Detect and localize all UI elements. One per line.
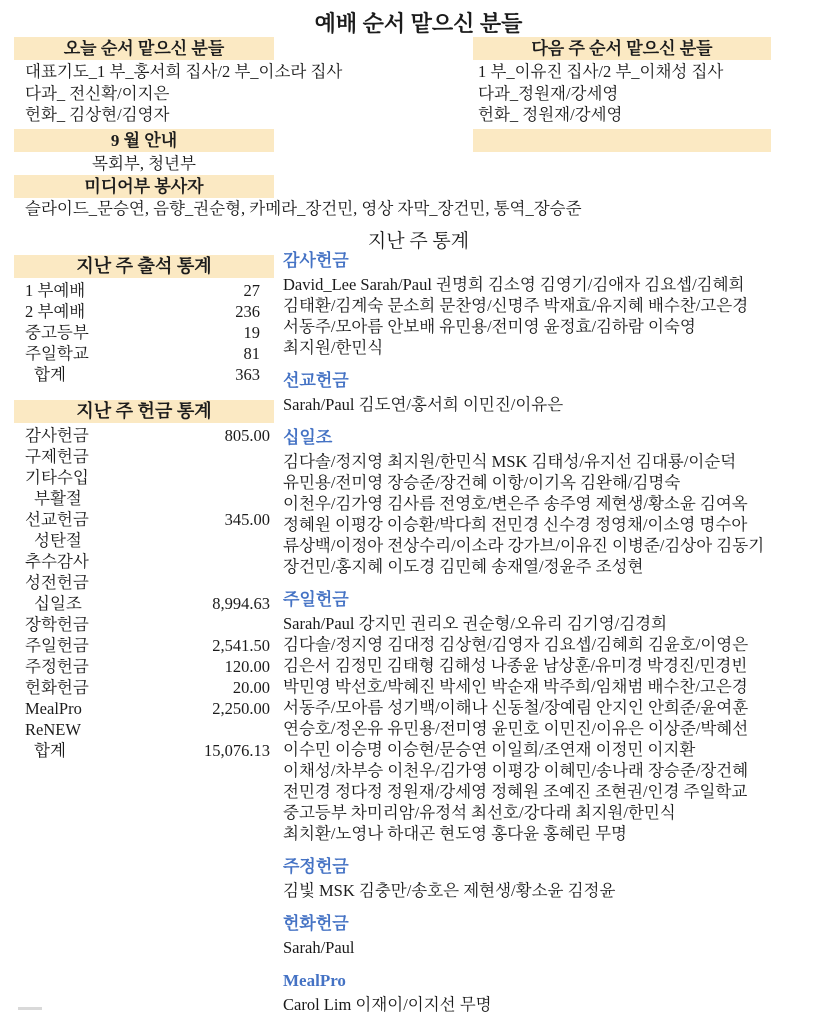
offering-row <box>14 677 274 698</box>
names-line: David_Lee Sarah/Paul 권명희 김소영 김영기/김애자 김요셉/김혜희 <box>283 275 745 294</box>
names-line: 정혜원 이평강 이승환/박다희 전민경 신수경 정영채/이소영 명수아 <box>283 515 748 534</box>
names-line: Sarah/Paul <box>283 938 355 957</box>
section-header: 감사헌금 <box>283 251 349 270</box>
section-mission-offering <box>283 370 837 415</box>
offering-value: 2,250.00 <box>212 699 270 718</box>
next-week-servers-list <box>478 61 723 126</box>
offering-value: 345.00 <box>224 510 270 529</box>
offering-value <box>270 488 274 509</box>
empty-highlight-bar <box>473 129 771 152</box>
attendance-value: 81 <box>243 344 260 363</box>
section-sunday-offering <box>283 589 837 844</box>
attendance-value: 236 <box>235 302 260 321</box>
attendance-row <box>14 280 274 301</box>
offering-row <box>14 635 274 656</box>
names-line: 김다솔/정지영 최지원/한민식 MSK 김태성/유지선 김대룡/이순덕 <box>283 452 737 471</box>
offering-row <box>14 425 274 446</box>
offering-label: 성탄절 <box>34 531 82 550</box>
offering-value <box>270 530 274 551</box>
offering-label: MealPro <box>25 699 82 718</box>
today-line: 헌화_ 김상현/김영자 <box>25 105 170 124</box>
names-line: 장건민/홍지혜 이도경 김민혜 송재열/정윤주 조성현 <box>283 557 644 576</box>
offering-value <box>270 719 274 740</box>
offering-label: 주일헌금 <box>25 636 89 655</box>
names-line: 연승호/정온유 유민용/전미영 윤민호 이민진/이유은 이상준/박혜선 <box>283 719 749 738</box>
offering-label: 기타수입 <box>25 468 89 487</box>
today-servers-header: 오늘 순서 맡으신 분들 <box>14 37 274 60</box>
names-line: 서동주/모아름 안보배 유민용/전미영 윤정효/김하람 이숙영 <box>283 317 696 336</box>
offering-row <box>14 467 274 488</box>
attendance-row <box>14 301 274 322</box>
offering-stats-table <box>14 425 274 761</box>
attendance-label: 2 부예배 <box>25 302 86 321</box>
names-line: 전민경 정다정 정원재/강세영 정혜원 조예진 조현권/인경 주일학교 <box>283 782 748 801</box>
attendance-row <box>14 322 274 343</box>
today-servers-list <box>25 61 342 126</box>
names-line: 박민영 박선호/박혜진 박세인 박순재 박주희/임채범 배수찬/고은경 <box>283 677 748 696</box>
offering-row <box>14 488 274 509</box>
media-team-line: 슬라이드_문승연, 음향_권순형, 카메라_장건민, 영상 자막_장건민, 통역_장승준 <box>25 199 582 218</box>
offering-row <box>14 656 274 677</box>
offering-row <box>14 572 274 593</box>
attendance-label: 중고등부 <box>25 323 89 342</box>
attendance-label: 합계 <box>34 365 66 384</box>
section-tithe <box>283 427 837 577</box>
next-week-line: 헌화_ 정원재/강세영 <box>478 105 623 124</box>
offering-label: 추수감사 <box>25 552 89 571</box>
offering-value <box>270 551 274 572</box>
names-line: 김빛 MSK 김충만/송호은 제현생/황소윤 김정윤 <box>283 881 616 900</box>
today-line: 다과_ 전신확/이지은 <box>25 83 170 103</box>
names-line: 최지원/한민식 <box>283 338 384 357</box>
offering-label: 주정헌금 <box>25 657 89 676</box>
next-week-line: 1 부_이유진 집사/2 부_이채성 집사 <box>478 62 724 81</box>
today-line: 대표기도_1 부_홍서희 집사/2 부_이소라 집사 <box>25 62 343 81</box>
offering-row <box>14 509 274 530</box>
next-week-line: 다과_정원재/강세영 <box>478 83 619 103</box>
offering-value <box>270 446 274 467</box>
names-line: 중고등부 차미리암/유정석 최선호/강다래 최지원/한민식 <box>283 803 676 822</box>
section-thanksgiving-offering <box>283 250 837 358</box>
offering-value: 15,076.13 <box>204 741 270 760</box>
september-notice-header: 9 월 안내 <box>14 129 274 152</box>
attendance-label: 1 부예배 <box>25 281 86 300</box>
attendance-stats-header: 지난 주 출석 통계 <box>14 255 274 278</box>
offering-label: 감사헌금 <box>25 426 89 445</box>
section-mealpro <box>283 970 837 1015</box>
offering-label: 장학헌금 <box>25 615 89 634</box>
footer-mark <box>18 1007 42 1010</box>
offering-row <box>14 551 274 572</box>
offering-label: 부활절 <box>34 489 82 508</box>
offering-stats-header: 지난 주 헌금 통계 <box>14 400 274 423</box>
offering-sections <box>283 250 837 1024</box>
names-line: 이천우/김가영 김사름 전영호/변은주 송주영 제현생/황소윤 김여옥 <box>283 494 748 513</box>
names-line: 김태환/김계숙 문소희 문찬영/신명주 박재효/유지혜 배수찬/고은경 <box>283 296 749 315</box>
section-header: 주일헌금 <box>283 590 349 609</box>
page-title: 예배 순서 맡으신 분들 <box>314 11 523 36</box>
offering-value: 805.00 <box>224 426 270 445</box>
attendance-value: 363 <box>235 365 260 384</box>
attendance-value: 19 <box>243 323 260 342</box>
offering-row <box>14 719 274 740</box>
offering-value <box>270 614 274 635</box>
offering-value <box>270 572 274 593</box>
offering-row-total <box>14 740 274 761</box>
attendance-row <box>14 343 274 364</box>
offering-label: 구제헌금 <box>25 447 89 466</box>
names-line: Sarah/Paul 김도연/홍서희 이민진/이유은 <box>283 395 564 414</box>
media-team-header: 미디어부 봉사자 <box>14 175 274 198</box>
offering-value: 8,994.63 <box>212 594 270 613</box>
section-header: 십일조 <box>283 428 333 447</box>
next-week-servers-header: 다음 주 순서 맡으신 분들 <box>473 37 771 60</box>
attendance-row-total <box>14 364 274 385</box>
names-line: 최치환/노영나 하대곤 현도영 홍다윤 홍혜린 무명 <box>283 824 627 843</box>
last-week-stats-title: 지난 주 통계 <box>367 231 470 252</box>
section-header: MealPro <box>283 971 346 990</box>
names-line: Sarah/Paul 강지민 권리오 권순형/오유리 김기영/김경희 <box>283 614 668 633</box>
offering-row <box>14 530 274 551</box>
names-line: 류상백/이정아 전상수리/이소라 강가브/이유진 이병준/김상아 김동기 <box>283 536 765 555</box>
offering-label: 선교헌금 <box>25 510 89 529</box>
offering-label: 헌화헌금 <box>25 678 89 697</box>
section-header: 주정헌금 <box>283 857 349 876</box>
offering-row <box>14 698 274 719</box>
attendance-stats-table <box>14 280 274 385</box>
offering-label: 십일조 <box>34 594 82 613</box>
section-header: 헌화헌금 <box>283 914 349 933</box>
offering-value: 2,541.50 <box>212 636 270 655</box>
offering-value: 120.00 <box>224 657 270 676</box>
offering-row <box>14 593 274 614</box>
offering-label: ReNEW <box>25 720 81 739</box>
names-line: Carol Lim 이재이/이지선 무명 <box>283 995 492 1014</box>
names-line: 이수민 이승명 이승현/문승연 이일희/조연재 이정민 이지환 <box>283 740 696 759</box>
offering-value <box>270 467 274 488</box>
offering-label: 합계 <box>34 741 66 760</box>
offering-label: 성전헌금 <box>25 573 89 592</box>
september-notice-line: 목회부, 청년부 <box>92 154 196 173</box>
attendance-label: 주일학교 <box>25 344 89 363</box>
names-line: 유민용/전미영 장승준/장건혜 이항/이기옥 김완해/김명숙 <box>283 473 681 492</box>
section-weekday-offering <box>283 856 837 901</box>
names-line: 이채성/차부승 이천우/김가영 이평강 이혜민/송나래 장승준/장건혜 <box>283 761 749 780</box>
names-line: 서동주/모아름 성기백/이해나 신동철/장예림 안지인 안희준/윤여훈 <box>283 698 749 717</box>
offering-row <box>14 446 274 467</box>
names-line: 김다솔/정지영 김대정 김상현/김영자 김요셉/김혜희 김윤호/이영은 <box>283 635 749 654</box>
offering-row <box>14 614 274 635</box>
section-flower-offering <box>283 913 837 958</box>
offering-value: 20.00 <box>232 678 270 697</box>
attendance-value: 27 <box>243 281 260 300</box>
section-header: 선교헌금 <box>283 371 349 390</box>
names-line: 김은서 김정민 김태형 김해성 나종윤 남상훈/유미경 박경진/민경빈 <box>283 656 748 675</box>
